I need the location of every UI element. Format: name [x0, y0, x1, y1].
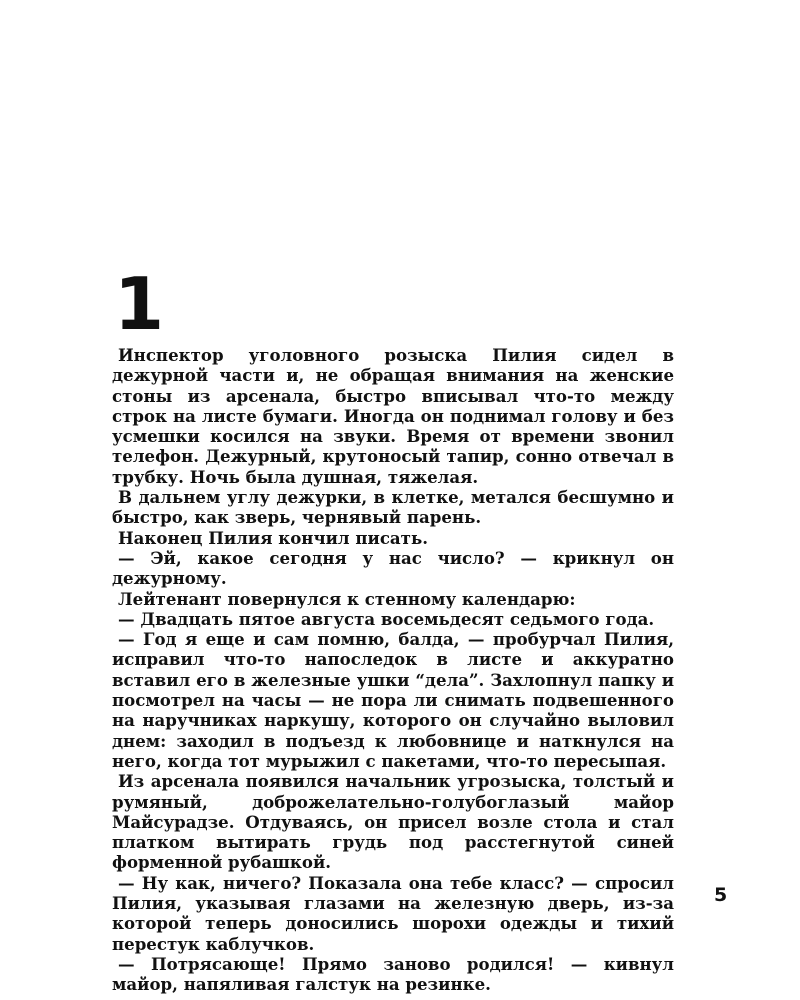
- paragraph: — Эй, какое сегодня у нас число? — крикнул он дежурному.: [112, 547, 674, 589]
- body-text: [112, 345, 674, 995]
- paragraph: Лейтенант повернулся к стенному календарю:: [118, 588, 576, 609]
- paragraph: — Год я еще и сам помню, балда, — пробурчал Пилия, исправил что-то напоследок в листе и аккуратно вставил его в железные ушки “дела”. Захлопнул папку и посмотрел на часы — не пора ли снимать подвешенного на наручниках наркушу, которого он случайно выловил днем: заходил в подъезд к любовнице и наткнулся на него, когда тот мурыжил с пакетами, что-то пересыпая.: [112, 629, 674, 771]
- paragraph: Из арсенала появился начальник угрозыска, толстый и румяный, доброжелательно-голубоглазый майор Майсурадзе. Отдуваясь, он присел возле стола и стал платком вытирать грудь под расстегнутой синей форменной рубашкой.: [112, 771, 674, 873]
- paragraph: — Потрясающе! Прямо заново родился! — кивнул майор, напяливая галстук на резинке.: [112, 953, 674, 995]
- paragraph: Наконец Пилия кончил писать.: [118, 527, 428, 548]
- page-number: 5: [714, 884, 728, 906]
- paragraph: В дальнем углу дежурки, в клетке, метался бесшумно и быстро, как зверь, чернявый парень.: [112, 487, 674, 528]
- paragraph: — Двадцать пятое августа восемьдесят седьмого года.: [118, 608, 655, 629]
- paragraph: Инспектор уголовного розыска Пилия сидел в дежурной части и, не обращая внимания на женские стоны из арсенала, быстро вписывал что-то между строк на листе бумаги. Иногда он поднимал голову и без усмешки косился на звуки. Время от времени звонил телефон. Дежурный, крутоносый тапир, сонно отвечал в трубку. Ночь была душная, тяжелая.: [112, 345, 674, 487]
- chapter-number: 1: [114, 262, 163, 346]
- paragraph: — Ну как, ничего? Показала она тебе класс? — спросил Пилия, указывая глазами на железную дверь, из-за которой теперь доносились шорохи одежды и тихий перестук каблучков.: [112, 872, 674, 954]
